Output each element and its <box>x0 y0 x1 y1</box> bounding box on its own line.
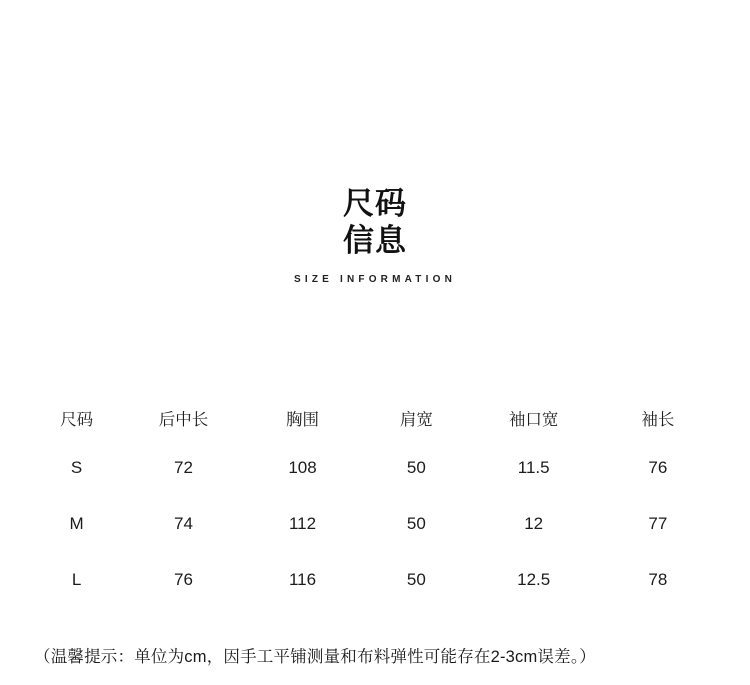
page-title-line1: 尺码 <box>343 186 407 222</box>
size-table-container <box>30 396 720 608</box>
measurement-note: （温馨提示：单位为cm，因手工平铺测量和布料弹性可能存在2-3cm误差。） <box>34 648 596 666</box>
table-cell: 112 <box>288 514 317 533</box>
table-row <box>30 552 720 608</box>
table-cell: S <box>70 458 83 477</box>
table-cell: 74 <box>174 514 193 533</box>
page-title-line2: 信息 <box>343 223 407 259</box>
table-header-cell: 肩宽 <box>399 411 433 429</box>
table-header-cell: 后中长 <box>158 411 209 429</box>
size-table <box>30 396 720 608</box>
table-cell: L <box>71 570 82 589</box>
page-subtitle: SIZE INFORMATION <box>293 274 456 285</box>
table-cell: 116 <box>288 570 317 589</box>
table-cell: 108 <box>288 458 317 477</box>
table-header-cell: 尺码 <box>60 411 94 429</box>
table-cell: 76 <box>174 570 193 589</box>
table-row <box>30 496 720 552</box>
table-cell: 50 <box>406 458 426 477</box>
table-cell: 12.5 <box>517 570 551 589</box>
table-cell: 77 <box>648 514 668 533</box>
table-header-cell: 袖长 <box>641 411 675 429</box>
table-cell: 72 <box>174 458 193 477</box>
table-cell: 11.5 <box>517 458 550 477</box>
table-row <box>30 440 720 496</box>
table-header-cell: 胸围 <box>286 411 320 429</box>
table-cell: 50 <box>406 570 426 589</box>
page-header <box>0 186 750 285</box>
table-cell: M <box>69 514 84 533</box>
table-cell: 12 <box>524 514 544 533</box>
table-header-row <box>30 396 720 440</box>
table-cell: 78 <box>648 570 668 589</box>
table-cell: 76 <box>648 458 668 477</box>
table-cell: 50 <box>406 514 426 533</box>
table-header-cell: 袖口宽 <box>508 411 559 429</box>
